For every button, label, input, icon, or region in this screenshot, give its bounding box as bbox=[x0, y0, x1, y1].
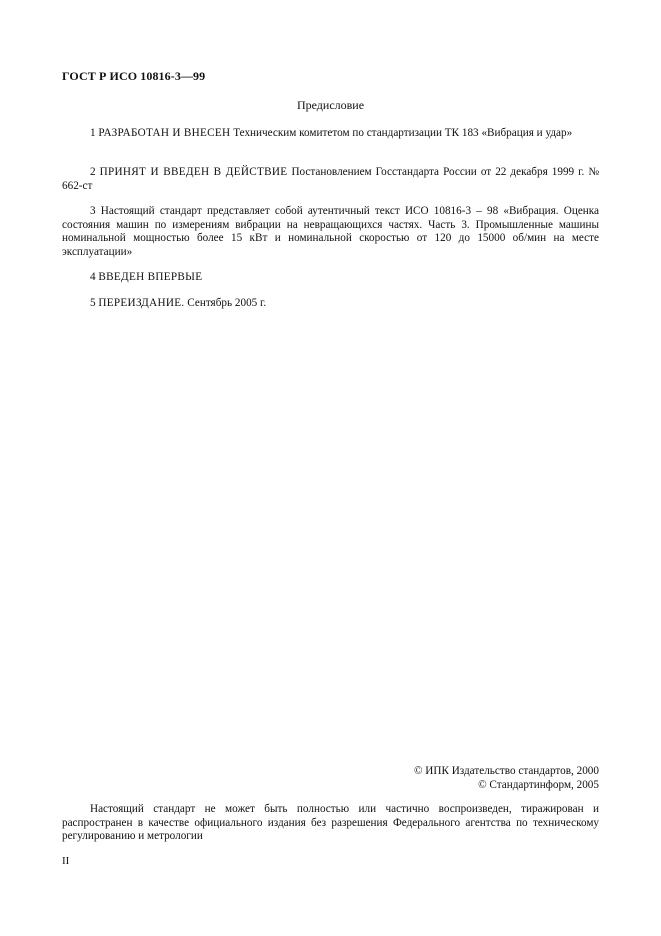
preface-title: Предисловие bbox=[296, 98, 365, 112]
item-caps: ПЕРЕИЗДАНИЕ. bbox=[98, 297, 185, 309]
reproduction-notice-text: Настоящий стандарт не может быть полностью или частично воспроизведен, тиражирован и распространен в качестве официального издания без разрешения Федерального агентства по техническому регулированию и метрологии bbox=[62, 803, 599, 842]
preface-item-2 bbox=[62, 166, 599, 193]
item-text: Настоящий стандарт представляет собой аутентичный текст ИСО 10816-3 – 98 «Вибрация. Оценка состояния машин по измерениям вибрации на невращающихся частях. Часть 3. Промышленные машины номинальной мощностью более 15 кВт и номинальной скоростью от 120 до 15000 об/мин на месте эксплуатации» bbox=[62, 205, 600, 258]
item-text: Сентябрь 2005 г. bbox=[184, 297, 267, 309]
preface-item-4 bbox=[62, 271, 599, 285]
copyright-block bbox=[199, 764, 599, 792]
document-header-code: ГОСТ Р ИСО 10816-3—99 bbox=[62, 69, 206, 83]
item-caps: РАЗРАБОТАН И ВНЕСЕН bbox=[98, 127, 231, 139]
item-prefix: 2 bbox=[90, 166, 100, 178]
copyright-line-1: © ИПК Издательство стандартов, 2000 bbox=[413, 765, 599, 777]
item-prefix: 3 bbox=[90, 205, 101, 217]
item-prefix: 4 bbox=[90, 271, 99, 283]
item-text: Постановлением Госстандарта России от 22 декабря 1999 г. № 662-ст bbox=[62, 166, 600, 192]
page-number: II bbox=[62, 855, 70, 867]
copyright-line-2: © Стандартинформ, 2005 bbox=[478, 779, 599, 791]
item-prefix: 1 bbox=[90, 127, 99, 139]
preface-item-3 bbox=[62, 205, 599, 259]
item-caps: ПРИНЯТ И ВВЕДЕН В ДЕЙСТВИЕ bbox=[99, 166, 288, 178]
item-text: Техническим комитетом по стандартизации ТК 183 «Вибрация и удар» bbox=[230, 127, 573, 139]
reproduction-notice bbox=[62, 803, 599, 844]
item-caps: ВВЕДЕН ВПЕРВЫЕ bbox=[98, 271, 203, 283]
preface-item-1 bbox=[62, 127, 599, 141]
item-prefix: 5 bbox=[90, 297, 99, 309]
preface-item-5 bbox=[62, 297, 599, 311]
